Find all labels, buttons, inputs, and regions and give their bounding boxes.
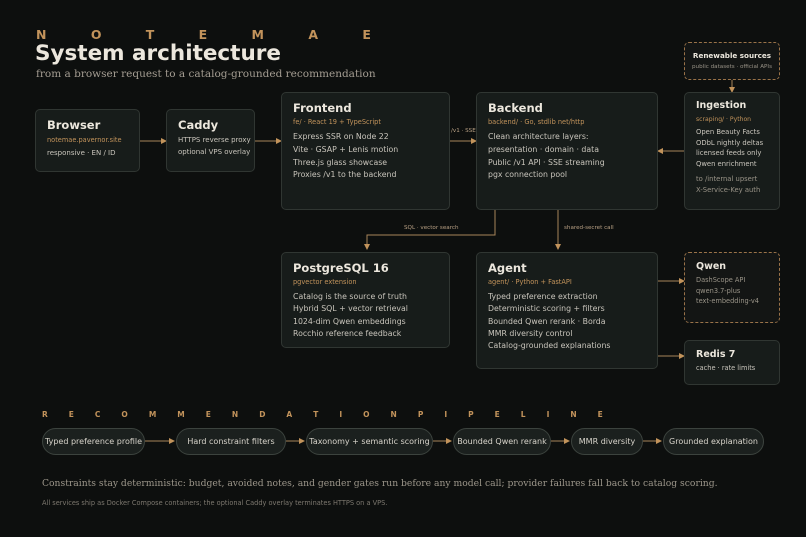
- page-subtitle: from a browser request to a catalog-grounded recommendation: [36, 68, 376, 80]
- node-postgresql-line: Rocchio reference feedback: [293, 328, 402, 338]
- node-postgresql-line: Catalog is the source of truth: [293, 292, 407, 301]
- node-agent-title: Agent: [488, 261, 527, 275]
- pipeline-title: R E C O M M E N D A T I O N P I P E L I N E: [42, 410, 613, 419]
- edge-label-backend-agent: shared-secret call: [564, 225, 614, 231]
- node-postgresql-line: Hybrid SQL + vector retrieval: [293, 304, 408, 314]
- node-backend-line: Public /v1 API · SSE streaming: [488, 157, 605, 167]
- node-ingestion-muted-line: X-Service-Key auth: [696, 185, 761, 194]
- node-agent-line: Catalog-grounded explanations: [488, 341, 611, 351]
- pipeline-step-grounded-explanation: Grounded explanation: [663, 428, 764, 455]
- node-backend-line: presentation · domain · data: [488, 144, 599, 154]
- pipeline-step-semantic-scoring: Taxonomy + semantic scoring: [306, 428, 433, 455]
- node-ingestion-line: Open Beauty Facts: [696, 128, 760, 136]
- node-ingestion-muted-line: to /internal upsert: [696, 175, 758, 183]
- node-agent: [476, 252, 658, 369]
- constraints-note: Constraints stay deterministic: budget, avoided notes, and gender gates run before any model call; provider failures fall back to catalog scoring.: [42, 478, 718, 489]
- node-postgresql: [281, 252, 450, 348]
- node-agent-line: Typed preference extraction: [488, 292, 598, 301]
- node-redis-line: cache · rate limits: [696, 364, 756, 372]
- node-ingestion-subtitle: scraping/ · Python: [696, 116, 752, 123]
- node-agent-line: Bounded Qwen rerank · Borda: [488, 316, 606, 326]
- node-redis: [684, 340, 780, 385]
- node-agent-line: MMR diversity control: [488, 328, 573, 338]
- node-frontend-title: Frontend: [293, 101, 352, 115]
- node-ingestion-line: licensed feeds only: [696, 149, 762, 158]
- node-backend-line: Clean architecture layers:: [488, 132, 589, 141]
- node-postgresql-subtitle: pgvector extension: [293, 278, 357, 286]
- node-browser-subtitle: notemae.pavernor.site: [47, 136, 122, 144]
- node-qwen: [684, 252, 780, 323]
- node-frontend: [281, 92, 450, 210]
- node-renewable-sources: [684, 42, 780, 80]
- node-agent-subtitle: agent/ · Python + FastAPI: [488, 278, 572, 286]
- node-frontend-line: Three.js glass showcase: [293, 157, 388, 167]
- pipeline-step-preference-profile: Typed preference profile: [42, 428, 145, 455]
- node-qwen-line: qwen3.7-plus: [696, 286, 741, 295]
- node-frontend-line: Proxies /v1 to the backend: [293, 170, 397, 180]
- node-postgresql-line: 1024-dim Qwen embeddings: [293, 316, 406, 326]
- node-backend-line: pgx connection pool: [488, 170, 568, 180]
- deployment-footnote: All services ship as Docker Compose containers; the optional Caddy overlay terminates HTTPS on a VPS.: [42, 499, 388, 507]
- node-browser-title: Browser: [47, 118, 101, 132]
- pipeline-step-mmr-diversity: MMR diversity: [571, 428, 643, 455]
- node-browser: [35, 109, 140, 172]
- node-qwen-title: Qwen: [696, 261, 727, 272]
- node-frontend-subtitle: fe/ · React 19 + TypeScript: [293, 118, 381, 126]
- node-ingestion-line: Qwen enrichment: [696, 160, 757, 169]
- node-caddy-title: Caddy: [178, 118, 219, 132]
- pipeline-step-qwen-rerank: Bounded Qwen rerank: [453, 428, 551, 455]
- node-postgresql-title: PostgreSQL 16: [293, 261, 389, 275]
- node-redis-title: Redis 7: [696, 349, 736, 360]
- node-ingestion: [684, 92, 780, 210]
- node-backend: [476, 92, 658, 210]
- node-renewable-title: Renewable sources: [692, 51, 772, 60]
- node-caddy: [166, 109, 255, 172]
- edge-label-backend-postgres: SQL · vector search: [404, 225, 459, 231]
- node-qwen-line: DashScope API: [696, 276, 746, 284]
- node-backend-subtitle: backend/ · Go, stdlib net/http: [488, 118, 585, 126]
- node-ingestion-line: ODbL nightly deltas: [696, 138, 764, 147]
- node-ingestion-title: Ingestion: [696, 100, 747, 111]
- node-backend-title: Backend: [488, 101, 543, 115]
- brand-eyebrow: N O T E M A E: [36, 27, 391, 42]
- edge-label-frontend-backend: /v1 · SSE: [451, 128, 476, 134]
- node-renewable-line: public datasets · official APIs: [692, 64, 772, 70]
- node-frontend-line: Vite · GSAP + Lenis motion: [293, 144, 399, 154]
- pipeline-step-constraint-filters: Hard constraint filters: [176, 428, 286, 455]
- node-caddy-line: HTTPS reverse proxy: [178, 136, 251, 144]
- node-caddy-line: optional VPS overlay: [178, 147, 251, 156]
- node-qwen-line: text-embedding-v4: [696, 297, 759, 306]
- node-frontend-line: Express SSR on Node 22: [293, 132, 389, 141]
- page-title: System architecture: [35, 41, 281, 66]
- node-agent-line: Deterministic scoring + filters: [488, 304, 605, 314]
- node-browser-line: responsive · EN / ID: [47, 149, 116, 157]
